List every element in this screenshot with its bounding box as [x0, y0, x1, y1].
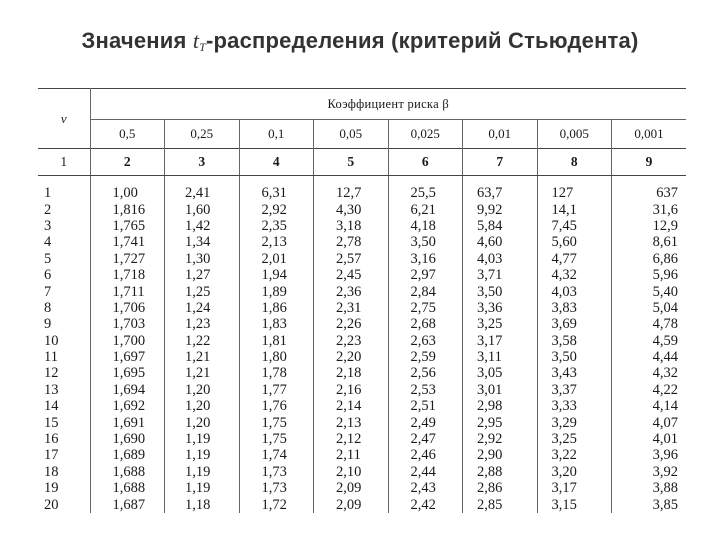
value-cell: 1,688 [90, 480, 165, 496]
value-cell: 2,13 [239, 234, 314, 250]
value-cell: 3,50 [463, 283, 538, 299]
table-row [38, 414, 686, 430]
table-row [38, 316, 686, 332]
row-nu-cell: 19 [38, 480, 90, 496]
row-nu-cell: 18 [38, 464, 90, 480]
row-nu-cell: 7 [38, 283, 90, 299]
value-cell: 1,20 [165, 414, 240, 430]
value-cell: 4,03 [537, 283, 612, 299]
value-cell: 1,816 [90, 201, 165, 217]
row-nu-cell: 6 [38, 267, 90, 283]
value-cell: 6,21 [388, 201, 463, 217]
row-nu-cell: 14 [38, 398, 90, 414]
value-cell: 3,17 [537, 480, 612, 496]
value-cell: 2,13 [314, 414, 389, 430]
value-cell: 4,18 [388, 218, 463, 234]
value-cell: 3,17 [463, 333, 538, 349]
value-cell: 9,92 [463, 201, 538, 217]
value-cell: 2,68 [388, 316, 463, 332]
title-prefix: Значения [81, 28, 193, 53]
value-cell: 1,718 [90, 267, 165, 283]
value-cell: 3,29 [537, 414, 612, 430]
value-cell: 7,45 [537, 218, 612, 234]
row-nu-cell: 10 [38, 333, 90, 349]
student-t-table-sheet [38, 88, 686, 540]
table-row [38, 431, 686, 447]
value-cell: 6,86 [652, 250, 679, 267]
value-cell: 4,77 [537, 251, 612, 267]
value-cell: 3,05 [463, 365, 538, 381]
value-cell: 2,85 [463, 496, 538, 512]
value-cell: 2,14 [314, 398, 389, 414]
value-cell: 4,30 [314, 201, 389, 217]
value-cell: 2,57 [314, 251, 389, 267]
value-cell: 3,96 [652, 447, 679, 464]
value-cell: 2,43 [388, 480, 463, 496]
value-cell: 1,741 [90, 234, 165, 250]
value-cell: 2,01 [239, 251, 314, 267]
value-cell: 1,19 [165, 447, 240, 463]
value-cell: 2,09 [314, 496, 389, 512]
value-cell: 1,94 [239, 267, 314, 283]
value-cell: 3,88 [652, 480, 679, 497]
table-row [38, 365, 686, 381]
value-cell: 4,32 [537, 267, 612, 283]
value-cell: 5,96 [652, 267, 679, 284]
page-title [0, 28, 720, 55]
beta-header-8: 0,001 [634, 126, 664, 141]
value-cell: 3,85 [652, 496, 679, 513]
row-nu-cell: 17 [38, 447, 90, 463]
value-cell: 2,41 [165, 185, 240, 201]
value-cell: 127 [537, 185, 612, 201]
value-cell: 4,14 [652, 398, 679, 415]
value-cell: 1,34 [165, 234, 240, 250]
column-number-4: 4 [239, 149, 314, 176]
row-nu-cell: 13 [38, 382, 90, 398]
value-cell: 2,51 [388, 398, 463, 414]
table-row [38, 496, 686, 512]
value-cell: 2,92 [239, 201, 314, 217]
column-number-7: 7 [463, 149, 538, 176]
value-cell: 14,1 [537, 201, 612, 217]
value-cell: 3,25 [537, 431, 612, 447]
value-cell: 1,72 [239, 496, 314, 512]
row-nu-cell: 11 [38, 349, 90, 365]
table-row [38, 185, 686, 201]
table-row [38, 349, 686, 365]
value-cell: 1,73 [239, 464, 314, 480]
value-cell: 4,01 [652, 431, 679, 448]
value-cell: 1,73 [239, 480, 314, 496]
value-cell: 2,20 [314, 349, 389, 365]
value-cell: 1,75 [239, 431, 314, 447]
value-cell: 5,84 [463, 218, 538, 234]
value-cell: 3,16 [388, 251, 463, 267]
value-cell: 12,7 [314, 185, 389, 201]
column-number-1: 1 [38, 149, 90, 176]
value-cell: 1,19 [165, 464, 240, 480]
student-t-table [38, 88, 686, 513]
risk-coefficient-header: Коэффициент риска β [90, 89, 686, 120]
value-cell: 1,89 [239, 283, 314, 299]
value-cell: 1,688 [90, 464, 165, 480]
row-nu-cell: 1 [38, 185, 90, 201]
value-cell: 1,30 [165, 251, 240, 267]
row-nu-cell: 15 [38, 414, 90, 430]
row-nu-cell: 9 [38, 316, 90, 332]
table-row [38, 480, 686, 496]
value-cell: 1,18 [165, 496, 240, 512]
value-cell: 3,20 [537, 464, 612, 480]
beta-header-2: 0,25 [165, 120, 240, 149]
value-cell: 2,23 [314, 333, 389, 349]
value-cell: 1,700 [90, 333, 165, 349]
value-cell: 2,90 [463, 447, 538, 463]
header-row-betas [38, 120, 686, 149]
value-cell: 1,690 [90, 431, 165, 447]
value-cell: 1,689 [90, 447, 165, 463]
value-cell: 1,697 [90, 349, 165, 365]
value-cell: 1,19 [165, 431, 240, 447]
beta-header-3: 0,1 [239, 120, 314, 149]
value-cell: 1,27 [165, 267, 240, 283]
value-cell: 1,78 [239, 365, 314, 381]
title-suffix: -распределения (критерий Стьюдента) [206, 28, 639, 53]
value-cell: 4,60 [463, 234, 538, 250]
column-number-9: 9 [612, 149, 687, 176]
value-cell: 1,727 [90, 251, 165, 267]
table-row [38, 201, 686, 217]
value-cell: 1,711 [90, 283, 165, 299]
value-cell: 31,6 [652, 201, 679, 218]
value-cell: 4,22 [652, 381, 679, 398]
value-cell: 2,53 [388, 382, 463, 398]
value-cell: 25,5 [388, 185, 463, 201]
value-cell: 1,21 [165, 365, 240, 381]
value-cell: 1,20 [165, 382, 240, 398]
value-cell: 1,692 [90, 398, 165, 414]
value-cell: 3,50 [388, 234, 463, 250]
value-cell: 1,60 [165, 201, 240, 217]
column-number-6: 6 [388, 149, 463, 176]
value-cell: 2,78 [314, 234, 389, 250]
value-cell: 1,76 [239, 398, 314, 414]
value-cell: 1,703 [90, 316, 165, 332]
value-cell: 2,46 [388, 447, 463, 463]
value-cell: 4,44 [652, 349, 679, 366]
value-cell: 3,01 [463, 382, 538, 398]
value-cell: 5,40 [652, 283, 679, 300]
value-cell: 1,19 [165, 480, 240, 496]
title-t-symbol: $t_T$ [192, 28, 206, 54]
value-cell: 2,31 [314, 300, 389, 316]
value-cell: 2,36 [314, 283, 389, 299]
beta-header-5: 0,025 [388, 120, 463, 149]
table-row [38, 234, 686, 250]
value-cell: 1,24 [165, 300, 240, 316]
value-cell: 4,07 [652, 414, 679, 431]
value-cell: 5,04 [652, 299, 679, 316]
value-cell: 4,03 [463, 251, 538, 267]
nu-header: ν [38, 89, 90, 149]
value-cell: 1,25 [165, 283, 240, 299]
value-cell: 3,92 [652, 463, 679, 480]
header-row-risk [38, 89, 686, 120]
value-cell: 1,75 [239, 414, 314, 430]
value-cell: 1,83 [239, 316, 314, 332]
table-row [38, 283, 686, 299]
table-row [38, 382, 686, 398]
value-cell: 2,98 [463, 398, 538, 414]
value-cell: 2,16 [314, 382, 389, 398]
value-cell: 2,97 [388, 267, 463, 283]
row-nu-cell: 5 [38, 251, 90, 267]
beta-header-4: 0,05 [314, 120, 389, 149]
value-cell: 3,11 [463, 349, 538, 365]
beta-header-6: 0,01 [463, 120, 538, 149]
value-cell: 3,22 [537, 447, 612, 463]
value-cell: 1,21 [165, 349, 240, 365]
row-nu-cell: 4 [38, 234, 90, 250]
value-cell: 2,75 [388, 300, 463, 316]
value-cell: 6,31 [239, 185, 314, 201]
value-cell: 1,00 [90, 185, 165, 201]
column-number-3: 3 [165, 149, 240, 176]
value-cell: 1,695 [90, 365, 165, 381]
value-cell: 1,80 [239, 349, 314, 365]
row-nu-cell: 3 [38, 218, 90, 234]
value-cell: 3,83 [537, 300, 612, 316]
value-cell: 2,26 [314, 316, 389, 332]
value-cell: 2,45 [314, 267, 389, 283]
value-cell: 1,691 [90, 414, 165, 430]
value-cell: 2,09 [314, 480, 389, 496]
row-nu-cell: 8 [38, 300, 90, 316]
value-cell: 1,74 [239, 447, 314, 463]
value-cell: 2,11 [314, 447, 389, 463]
value-cell: 3,58 [537, 333, 612, 349]
value-cell: 2,59 [388, 349, 463, 365]
title-t-subscript: T [199, 40, 206, 54]
value-cell: 4,32 [652, 365, 679, 382]
table-row [38, 251, 686, 267]
beta-header-7: 0,005 [537, 120, 612, 149]
value-cell: 2,95 [463, 414, 538, 430]
value-cell: 1,694 [90, 382, 165, 398]
value-cell: 3,33 [537, 398, 612, 414]
value-cell: 3,71 [463, 267, 538, 283]
value-cell: 3,36 [463, 300, 538, 316]
value-cell: 2,42 [388, 496, 463, 512]
spacer-row [38, 176, 686, 186]
value-cell: 1,81 [239, 333, 314, 349]
value-cell: 1,20 [165, 398, 240, 414]
value-cell: 637 [656, 185, 679, 202]
table-row [38, 333, 686, 349]
value-cell: 5,60 [537, 234, 612, 250]
value-cell: 3,43 [537, 365, 612, 381]
value-cell: 1,22 [165, 333, 240, 349]
value-cell: 1,706 [90, 300, 165, 316]
row-nu-cell: 16 [38, 431, 90, 447]
table-row [38, 464, 686, 480]
value-cell: 2,92 [463, 431, 538, 447]
row-nu-cell: 12 [38, 365, 90, 381]
value-cell: 3,37 [537, 382, 612, 398]
value-cell: 2,18 [314, 365, 389, 381]
table-row [38, 267, 686, 283]
value-cell: 1,42 [165, 218, 240, 234]
value-cell: 3,69 [537, 316, 612, 332]
value-cell: 1,77 [239, 382, 314, 398]
value-cell: 1,23 [165, 316, 240, 332]
value-cell: 2,84 [388, 283, 463, 299]
value-cell: 1,86 [239, 300, 314, 316]
value-cell: 3,50 [537, 349, 612, 365]
value-cell: 2,47 [388, 431, 463, 447]
value-cell: 8,61 [652, 234, 679, 251]
column-number-5: 5 [314, 149, 389, 176]
value-cell: 2,88 [463, 464, 538, 480]
value-cell: 12,9 [652, 217, 679, 234]
table-row [38, 218, 686, 234]
value-cell: 3,18 [314, 218, 389, 234]
value-cell: 1,687 [90, 496, 165, 512]
value-cell: 2,12 [314, 431, 389, 447]
value-cell: 1,765 [90, 218, 165, 234]
table-row [38, 398, 686, 414]
value-cell: 2,56 [388, 365, 463, 381]
value-cell: 2,10 [314, 464, 389, 480]
column-number-8: 8 [537, 149, 612, 176]
value-cell: 2,44 [388, 464, 463, 480]
beta-header-1: 0,5 [90, 120, 165, 149]
value-cell: 4,59 [652, 332, 679, 349]
value-cell: 2,49 [388, 414, 463, 430]
table-row [38, 300, 686, 316]
table-row [38, 447, 686, 463]
value-cell: 3,15 [537, 496, 612, 512]
value-cell: 63,7 [463, 185, 538, 201]
value-cell: 2,35 [239, 218, 314, 234]
value-cell: 2,63 [388, 333, 463, 349]
value-cell: 2,86 [463, 480, 538, 496]
row-nu-cell: 20 [38, 496, 90, 512]
value-cell: 4,78 [652, 316, 679, 333]
row-nu-cell: 2 [38, 201, 90, 217]
value-cell: 3,25 [463, 316, 538, 332]
header-row-column-numbers [38, 149, 686, 176]
column-number-2: 2 [90, 149, 165, 176]
